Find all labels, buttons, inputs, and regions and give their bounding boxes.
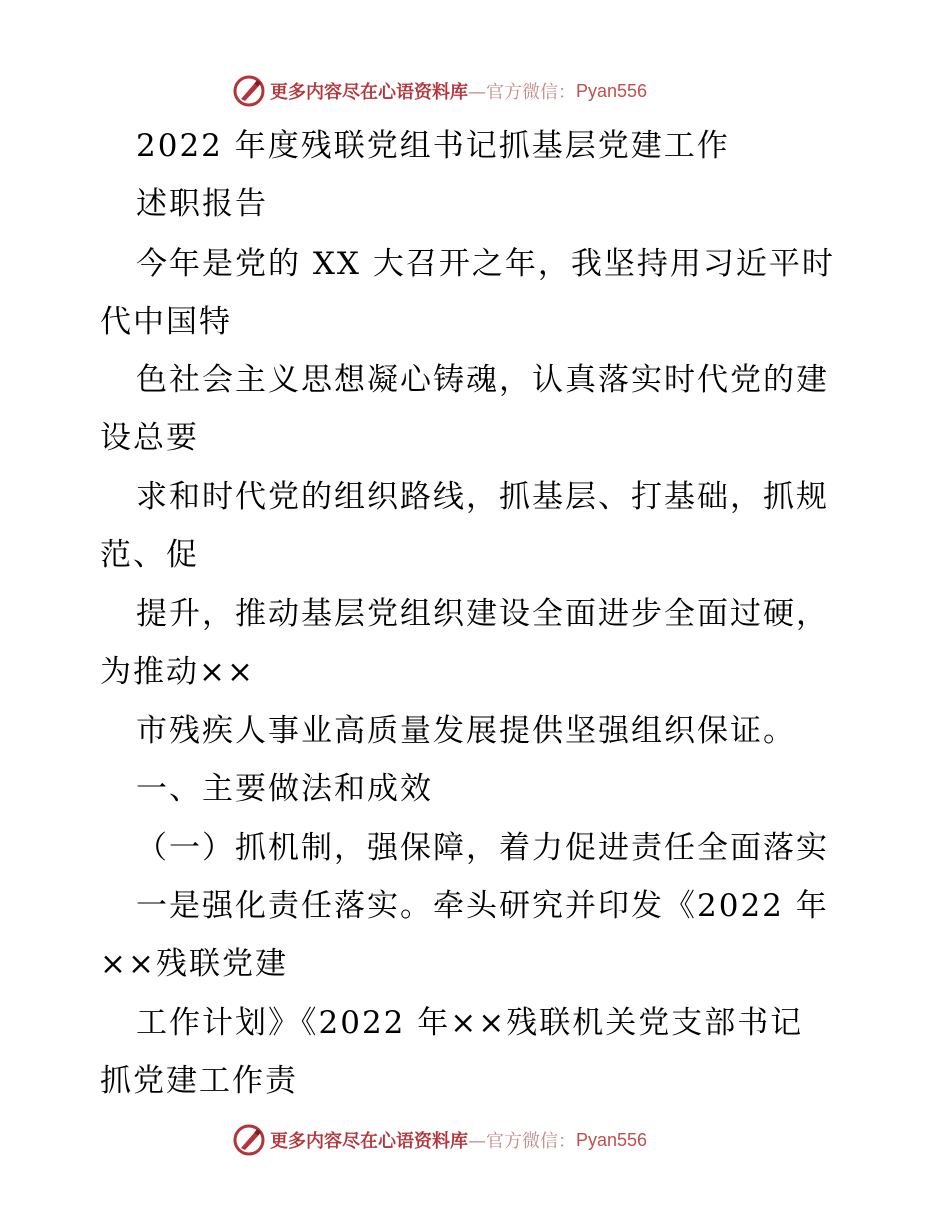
header-watermark bbox=[232, 73, 647, 109]
paragraph-line: 范、促 bbox=[100, 537, 199, 573]
paragraph-line: 抓党建工作责 bbox=[100, 1063, 298, 1099]
paragraph-line: 提升，推动基层党组织建设全面进步全面过硬， bbox=[136, 596, 829, 632]
watermark-brand: 更多内容尽在心语资料库 bbox=[270, 1131, 468, 1152]
watermark-separator: —官方微信： bbox=[468, 1131, 576, 1152]
paragraph-line: 工作计划》《2022 年××残联机关党支部书记 bbox=[136, 1005, 804, 1041]
watermark-wechat-id: Pyan556 bbox=[576, 1129, 648, 1150]
paragraph-line: 求和时代党的组织路线，抓基层、打基础，抓规 bbox=[136, 479, 829, 515]
watermark-wechat-id: Pyan556 bbox=[576, 80, 648, 101]
paragraph-line: 今年是党的 XX 大召开之年，我坚持用习近平时 bbox=[136, 246, 835, 282]
paragraph-line: 设总要 bbox=[100, 420, 199, 456]
paragraph-line: 市残疾人事业高质量发展提供坚强组织保证。 bbox=[136, 713, 796, 749]
subsection-heading: （一）抓机制，强保障，着力促进责任全面落实 bbox=[136, 830, 829, 866]
paragraph-line: 色社会主义思想凝心铸魂，认真落实时代党的建 bbox=[136, 362, 829, 398]
paragraph-line: 代中国特 bbox=[100, 304, 232, 340]
footer-watermark bbox=[232, 1122, 647, 1158]
document-title-line: 述职报告 bbox=[136, 186, 268, 222]
brush-pen-seal-icon bbox=[232, 74, 266, 108]
watermark-brand: 更多内容尽在心语资料库 bbox=[270, 82, 468, 103]
document-title-line: 2022 年度残联党组书记抓基层党建工作 bbox=[136, 128, 730, 164]
paragraph-line: 一是强化责任落实。牵头研究并印发《2022 年 bbox=[136, 888, 829, 924]
paragraph-line: 为推动×× bbox=[100, 654, 255, 690]
watermark-separator: —官方微信： bbox=[468, 82, 576, 103]
brush-pen-seal-icon bbox=[232, 1123, 266, 1157]
section-heading: 一、主要做法和成效 bbox=[136, 771, 433, 807]
paragraph-line: ××残联党建 bbox=[100, 946, 288, 982]
